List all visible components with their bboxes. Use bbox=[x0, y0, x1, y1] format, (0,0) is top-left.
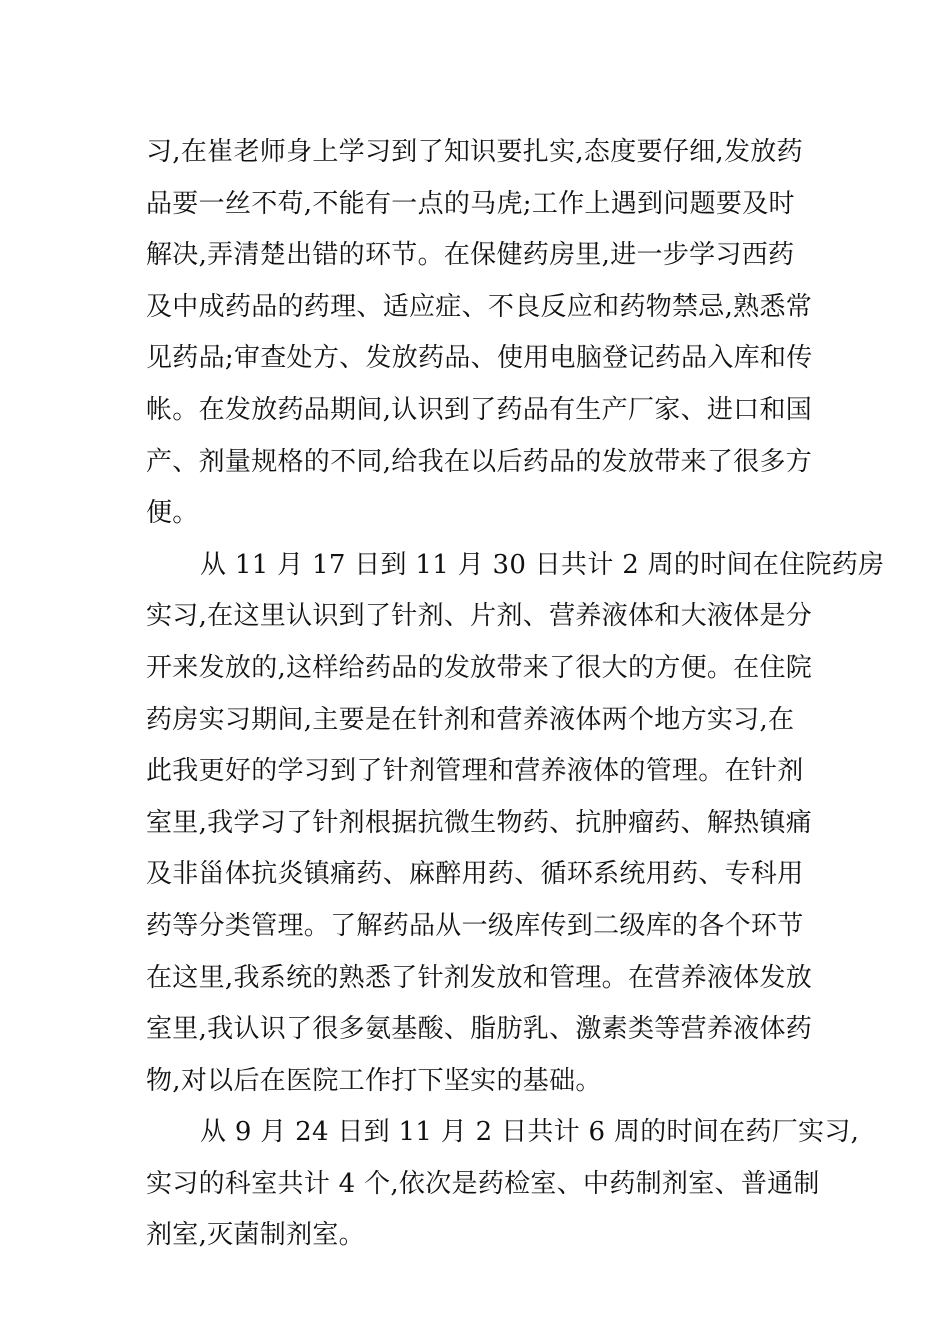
text-line: 习,在崔老师身上学习到了知识要扎实,态度要仔细,发放药 bbox=[146, 137, 803, 167]
text-line: 实习的科室共计 4 个,依次是药检室、中药制剂室、普通制 bbox=[146, 1168, 820, 1199]
text-line: 帐。在发放药品期间,认识到了药品有生产厂家、进口和国 bbox=[146, 394, 813, 425]
text-line: 便。 bbox=[146, 498, 199, 529]
text-line: 室里,我学习了针剂根据抗微生物药、抗肿瘤药、解热镇痛 bbox=[146, 807, 813, 838]
text-line: 剂室,灭菌制剂室。 bbox=[146, 1220, 365, 1251]
paragraph-factory-internship bbox=[146, 1107, 860, 1262]
text-line: 在这里,我系统的熟悉了针剂发放和管理。在营养液体发放 bbox=[146, 962, 813, 993]
text-line: 解决,弄清楚出错的环节。在保健药房里,进一步学习西药 bbox=[146, 240, 795, 271]
text-line: 实习,在这里认识到了针剂、片剂、营养液体和大液体是分 bbox=[146, 601, 813, 632]
text-line: 此我更好的学习到了针剂管理和营养液体的管理。在针剂 bbox=[146, 756, 804, 787]
text-line: 及非甾体抗炎镇痛药、麻醉用药、循环系统用药、专科用 bbox=[146, 859, 804, 890]
text-line: 品要一丝不苟,不能有一点的马虎;工作上遇到问题要及时 bbox=[146, 188, 795, 219]
text-line: 物,对以后在医院工作打下坚实的基础。 bbox=[146, 1065, 602, 1096]
text-line: 及中成药品的药理、适应症、不良反应和药物禁忌,熟悉常 bbox=[146, 291, 813, 322]
text-line: 从 11 月 17 日到 11 月 30 日共计 2 周的时间在住院药房 bbox=[200, 549, 885, 580]
text-line: 见药品;审查处方、发放药品、使用电脑登记药品入库和传 bbox=[146, 343, 813, 374]
text-line: 药房实习期间,主要是在针剂和营养液体两个地方实习,在 bbox=[146, 704, 795, 735]
document-body bbox=[146, 127, 885, 1262]
text-line: 药等分类管理。了解药品从一级库传到二级库的各个环节 bbox=[146, 910, 804, 941]
text-line: 产、剂量规格的不同,给我在以后药品的发放带来了很多方 bbox=[146, 446, 813, 477]
text-line: 室里,我认识了很多氨基酸、脂肪乳、激素类等营养液体药 bbox=[146, 1014, 813, 1045]
paragraph-pharmacy-training bbox=[146, 127, 813, 540]
text-line: 从 9 月 24 日到 11 月 2 日共计 6 周的时间在药厂实习, bbox=[200, 1117, 860, 1148]
text-line: 开来发放的,这样给药品的发放带来了很大的方便。在住院 bbox=[146, 652, 813, 683]
paragraph-inpatient-pharmacy bbox=[146, 540, 885, 1108]
